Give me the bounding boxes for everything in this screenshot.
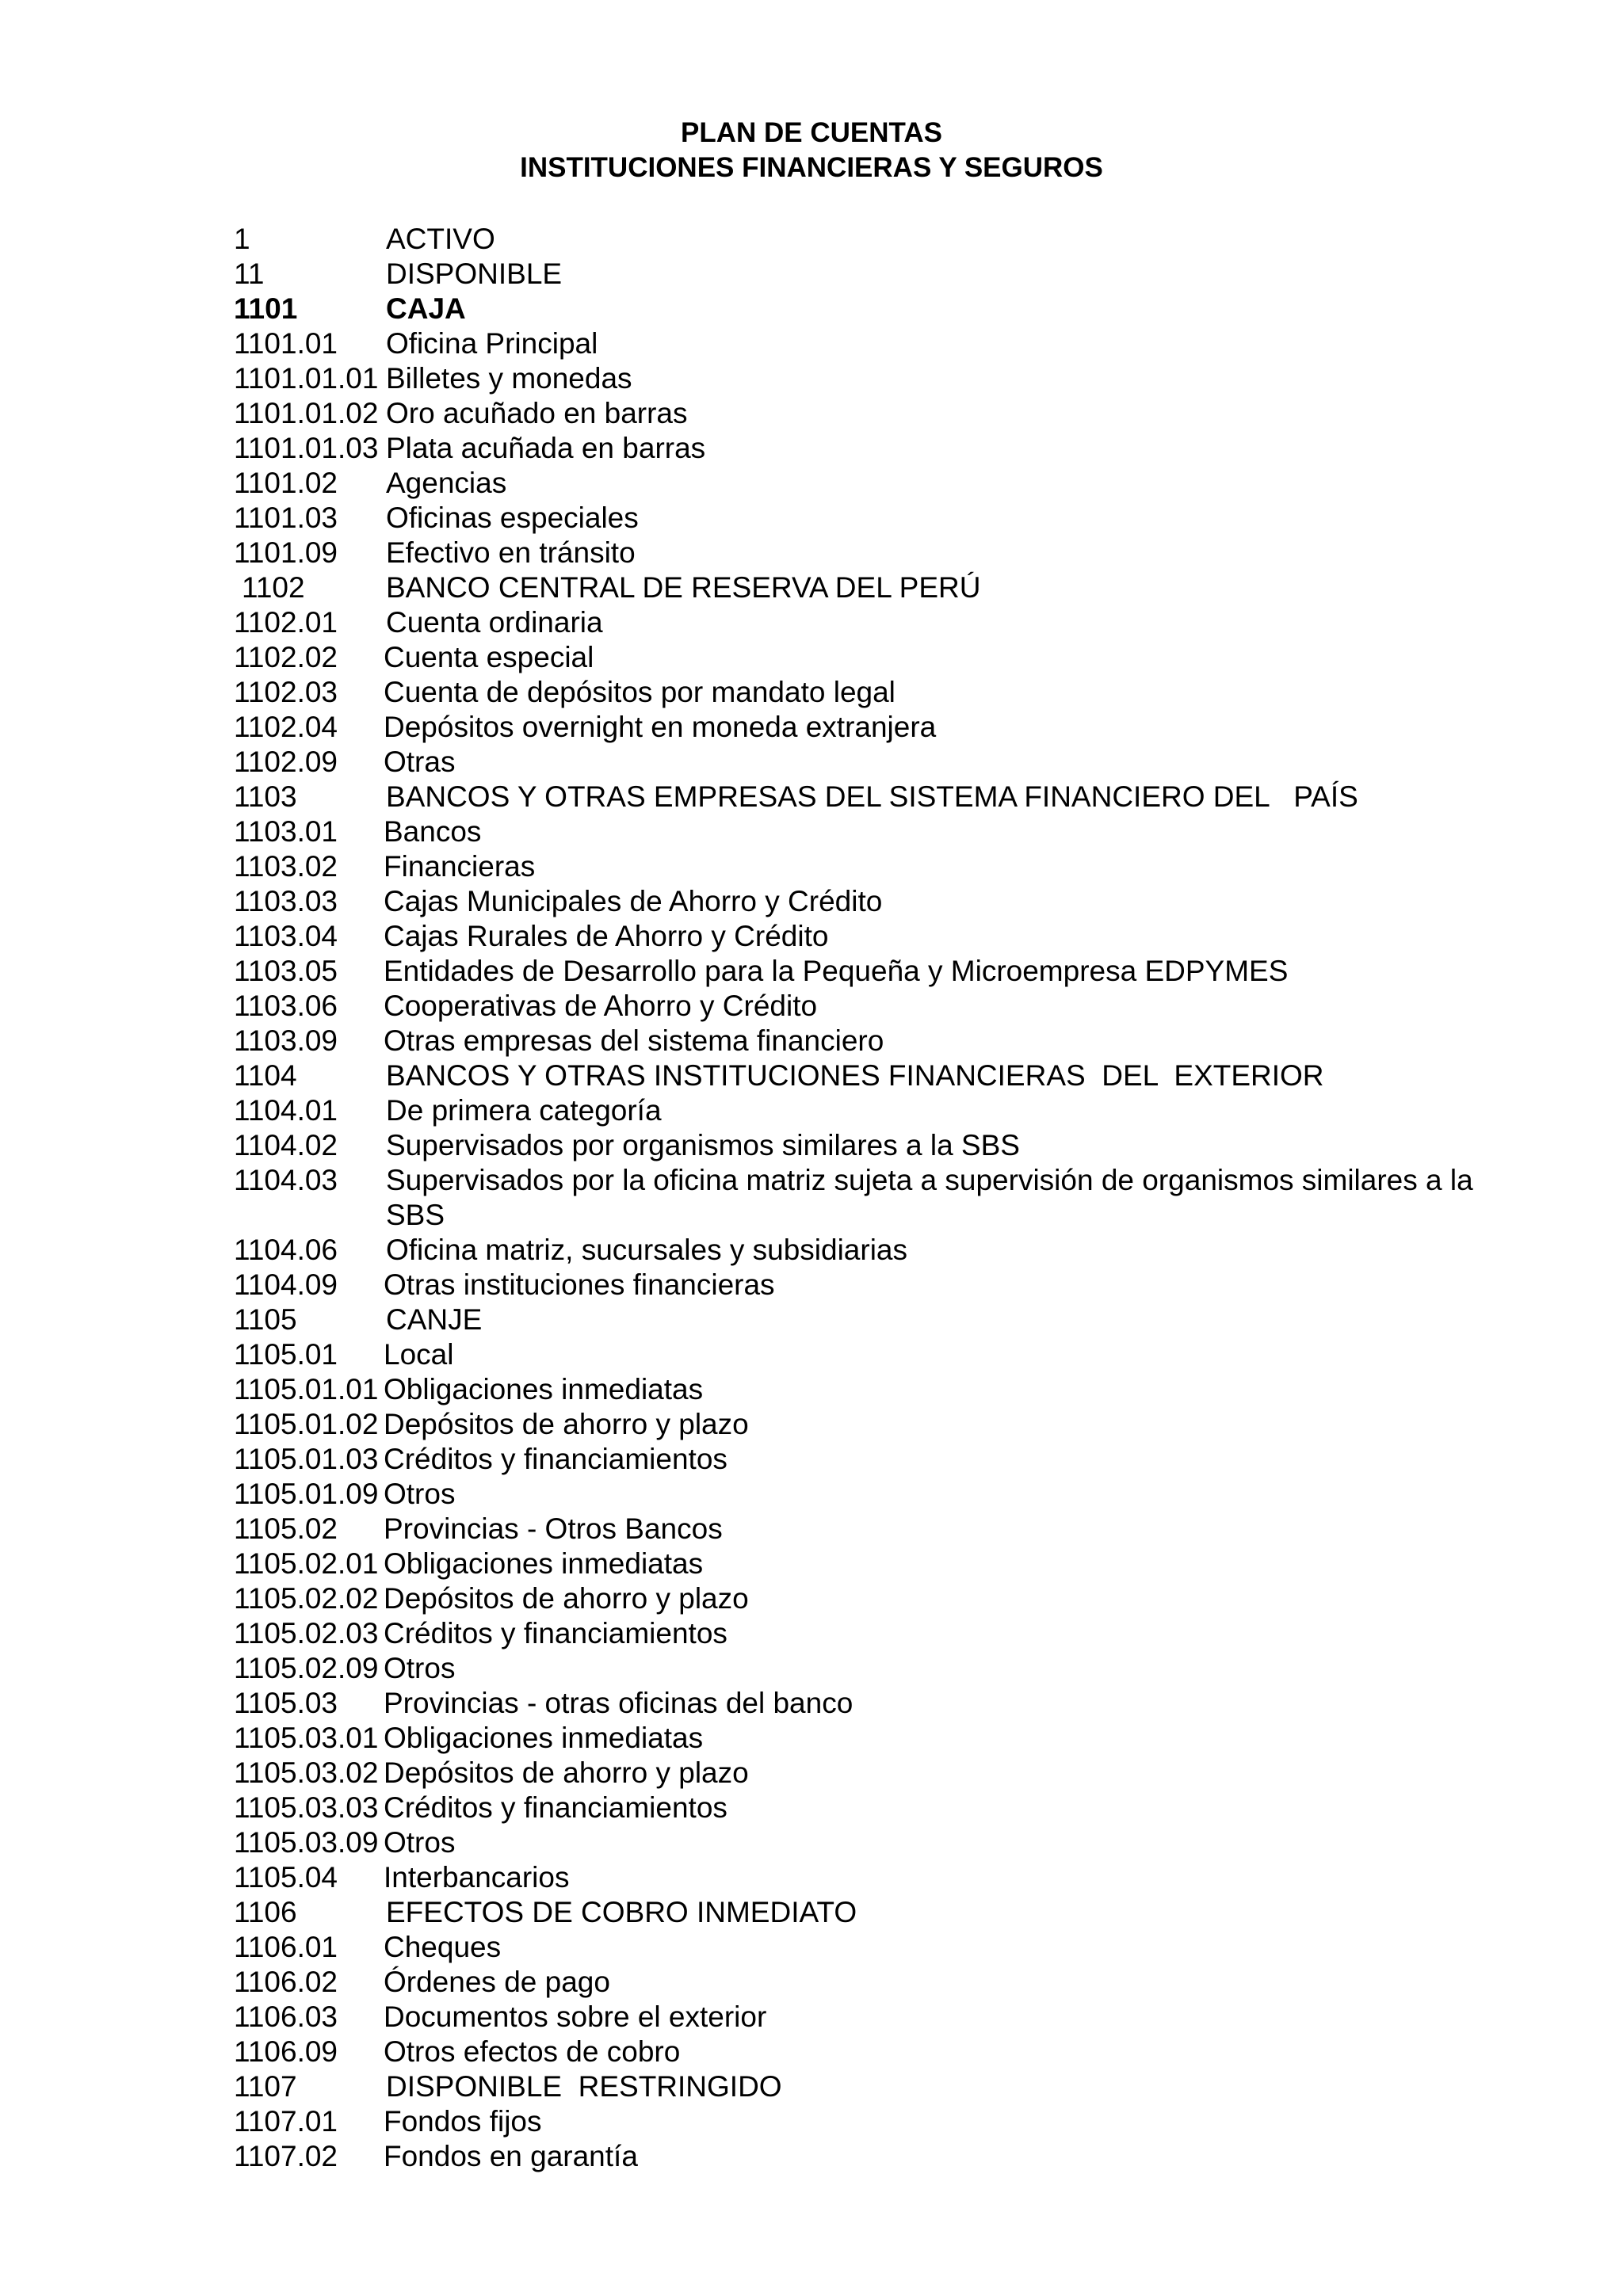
account-code: 1105.02.01 (234, 1547, 379, 1580)
account-row (234, 257, 1502, 292)
account-code: 1104.09 (234, 1268, 338, 1301)
account-row (234, 1407, 1502, 1442)
account-row (234, 675, 1502, 710)
account-code: 1103.05 (234, 955, 338, 987)
account-code: 11 (234, 257, 265, 290)
account-name: Otras empresas del sistema financiero (384, 1024, 884, 1057)
account-code: 1101.09 (234, 536, 338, 569)
account-code: 1105.01 (234, 1338, 338, 1371)
account-name: Otros (384, 1826, 456, 1859)
account-name: Cooperativas de Ahorro y Crédito (384, 990, 818, 1022)
account-code: 1101.01.02 (234, 397, 379, 429)
account-name: Bancos (384, 815, 482, 848)
account-name: Oficina matriz, sucursales y subsidiarias (386, 1234, 907, 1266)
account-row (234, 1721, 1502, 1756)
account-row (234, 884, 1502, 919)
account-code: 1101.01 (234, 327, 338, 360)
account-code: 1103.01 (234, 815, 338, 848)
account-row (234, 536, 1502, 570)
account-code: 1101.01.03 (234, 432, 379, 464)
account-row (234, 326, 1502, 361)
account-row (234, 501, 1502, 536)
account-row (234, 1651, 1502, 1686)
account-code: 1106.03 (234, 2000, 338, 2033)
account-name: Obligaciones inmediatas (384, 1373, 704, 1405)
account-code: 1102.02 (234, 641, 338, 673)
account-code: 1103 (234, 780, 297, 813)
account-code: 1104.06 (234, 1234, 338, 1266)
account-name: Órdenes de pago (384, 1966, 610, 1998)
account-row (234, 2069, 1502, 2104)
account-code: 1102.09 (234, 746, 338, 778)
account-code: 1101 (234, 292, 298, 325)
account-code: 1103.03 (234, 885, 338, 917)
account-name: CAJA (386, 292, 466, 325)
account-code: 1104.02 (234, 1129, 338, 1161)
account-code: 1103.09 (234, 1024, 338, 1057)
account-name: BANCOS Y OTRAS EMPRESAS DEL SISTEMA FINANCIERO DEL PAÍS (386, 780, 1358, 813)
account-code: 1106.01 (234, 1931, 338, 1963)
account-code: 1104.01 (234, 1094, 338, 1127)
account-name: Supervisados por la oficina matriz sujeta a supervisión de organismos similares a la SBS (386, 1164, 1481, 1231)
account-name: Depósitos de ahorro y plazo (384, 1756, 749, 1789)
account-name: Entidades de Desarrollo para la Pequeña y Microempresa EDPYMES (384, 955, 1289, 987)
account-name: Otras (384, 746, 456, 778)
account-row (234, 1302, 1502, 1337)
account-row (234, 1442, 1502, 1477)
account-row (234, 605, 1502, 640)
account-name: Otras instituciones financieras (384, 1268, 775, 1301)
account-code: 1105.04 (234, 1861, 338, 1894)
account-row (234, 570, 1502, 605)
account-name: ACTIVO (386, 223, 495, 255)
account-row (234, 710, 1502, 745)
account-code: 1105.03.02 (234, 1756, 379, 1789)
account-row (234, 1616, 1502, 1651)
account-code: 1107.02 (234, 2140, 338, 2172)
account-code: 1105.03.09 (234, 1826, 379, 1859)
account-name: Supervisados por organismos similares a la SBS (386, 1129, 1020, 1161)
account-code: 1 (234, 223, 250, 255)
account-row (234, 1024, 1502, 1058)
account-row (234, 849, 1502, 884)
account-row (234, 745, 1502, 780)
account-row (234, 1965, 1502, 2000)
account-name: Provincias - Otros Bancos (384, 1512, 723, 1545)
account-code: 1107 (234, 2070, 297, 2103)
account-code: 1105.01.02 (234, 1408, 379, 1440)
account-name: Obligaciones inmediatas (384, 1547, 704, 1580)
account-code: 1105.02 (234, 1512, 338, 1545)
account-row (234, 1163, 1502, 1233)
account-row (234, 1233, 1502, 1268)
account-name: Fondos fijos (384, 2105, 542, 2138)
account-row (234, 1547, 1502, 1581)
account-row (234, 2000, 1502, 2035)
account-name: Agencias (386, 467, 507, 499)
account-name: Otros (384, 1652, 456, 1684)
account-row (234, 2139, 1502, 2174)
account-name: Oficinas especiales (386, 502, 639, 534)
account-name: Documentos sobre el exterior (384, 2000, 767, 2033)
account-name: Financieras (384, 850, 536, 883)
account-row (234, 396, 1502, 431)
account-code: 1105.03.03 (234, 1791, 379, 1824)
account-name: Depósitos overnight en moneda extranjera (384, 711, 937, 743)
account-name: Otros efectos de cobro (384, 2035, 681, 2068)
account-row (234, 1093, 1502, 1128)
account-list (234, 222, 1502, 2174)
account-code: 1105.01.09 (234, 1478, 379, 1510)
account-name: Oro acuñado en barras (386, 397, 688, 429)
account-name: BANCOS Y OTRAS INSTITUCIONES FINANCIERAS DEL EXTERIOR (386, 1059, 1324, 1092)
account-row (234, 640, 1502, 675)
account-name: Otros (384, 1478, 456, 1510)
account-name: Cajas Municipales de Ahorro y Crédito (384, 885, 883, 917)
account-row (234, 1581, 1502, 1616)
account-name: Depósitos de ahorro y plazo (384, 1408, 749, 1440)
account-row (234, 1756, 1502, 1791)
account-code: 1102.03 (234, 676, 338, 708)
account-name: Créditos y financiamientos (384, 1617, 727, 1650)
account-name: DISPONIBLE (386, 257, 563, 290)
account-row (234, 1337, 1502, 1372)
account-row (234, 222, 1502, 257)
account-code: 1105 (234, 1303, 297, 1336)
account-code: 1106 (234, 1896, 297, 1928)
account-row (234, 1128, 1502, 1163)
account-code: 1105.02.03 (234, 1617, 379, 1650)
account-name: De primera categoría (386, 1094, 662, 1127)
account-code: 1104 (234, 1059, 297, 1092)
account-name: Cuenta especial (384, 641, 594, 673)
account-row (234, 919, 1502, 954)
account-name: Interbancarios (384, 1861, 570, 1894)
account-code: 1106.09 (234, 2035, 338, 2068)
account-code: 1105.01.01 (234, 1373, 379, 1405)
account-row (234, 2104, 1502, 2139)
account-name: Cheques (384, 1931, 502, 1963)
account-name: Cuenta de depósitos por mandato legal (384, 676, 896, 708)
account-code: 1101.03 (234, 502, 338, 534)
account-row (234, 780, 1502, 814)
account-name: Fondos en garantía (384, 2140, 638, 2172)
account-row (234, 361, 1502, 396)
account-code: 1101.02 (234, 467, 338, 499)
account-row (234, 431, 1502, 466)
account-code: 1104.03 (234, 1164, 338, 1196)
document-subtitle: INSTITUCIONES FINANCIERAS Y SEGUROS (520, 152, 1103, 183)
account-name: EFECTOS DE COBRO INMEDIATO (386, 1896, 857, 1928)
account-row (234, 1058, 1502, 1093)
account-row (234, 814, 1502, 849)
account-row (234, 1686, 1502, 1721)
account-code: 1102.01 (234, 606, 338, 639)
account-code: 1101.01.01 (234, 362, 379, 395)
account-row (234, 466, 1502, 501)
account-row (234, 292, 1502, 326)
account-name: Créditos y financiamientos (384, 1791, 727, 1824)
account-code: 1105.03.01 (234, 1722, 379, 1754)
account-name: Cuenta ordinaria (386, 606, 603, 639)
account-row (234, 1477, 1502, 1512)
account-name: Cajas Rurales de Ahorro y Crédito (384, 920, 829, 952)
account-row (234, 989, 1502, 1024)
document-title: PLAN DE CUENTAS (681, 117, 942, 148)
account-code: 1106.02 (234, 1966, 338, 1998)
account-name: Obligaciones inmediatas (384, 1722, 704, 1754)
account-code: 1102.04 (234, 711, 338, 743)
account-name: Provincias - otras oficinas del banco (384, 1687, 854, 1719)
account-name: Oficina Principal (386, 327, 598, 360)
account-name: Créditos y financiamientos (384, 1443, 727, 1475)
account-row (234, 1895, 1502, 1930)
account-row (234, 1372, 1502, 1407)
account-row (234, 1268, 1502, 1302)
account-code: 1102 (242, 571, 305, 604)
account-code: 1105.03 (234, 1687, 338, 1719)
account-code: 1105.02.02 (234, 1582, 379, 1615)
account-code: 1103.02 (234, 850, 338, 883)
account-name: Local (384, 1338, 454, 1371)
account-row (234, 1825, 1502, 1860)
account-name: Billetes y monedas (386, 362, 632, 395)
account-row (234, 1860, 1502, 1895)
account-row (234, 1791, 1502, 1825)
account-row (234, 2035, 1502, 2069)
account-name: DISPONIBLE RESTRINGIDO (386, 2070, 782, 2103)
account-name: Plata acuñada en barras (386, 432, 706, 464)
account-row (234, 1930, 1502, 1965)
account-name: Depósitos de ahorro y plazo (384, 1582, 749, 1615)
account-code: 1105.02.09 (234, 1652, 379, 1684)
account-row (234, 1512, 1502, 1547)
account-code: 1103.04 (234, 920, 338, 952)
account-name: CANJE (386, 1303, 483, 1336)
account-name: BANCO CENTRAL DE RESERVA DEL PERÚ (386, 571, 981, 604)
account-code: 1105.01.03 (234, 1443, 379, 1475)
account-name: Efectivo en tránsito (386, 536, 636, 569)
account-code: 1103.06 (234, 990, 338, 1022)
account-code: 1107.01 (234, 2105, 338, 2138)
account-row (234, 954, 1502, 989)
